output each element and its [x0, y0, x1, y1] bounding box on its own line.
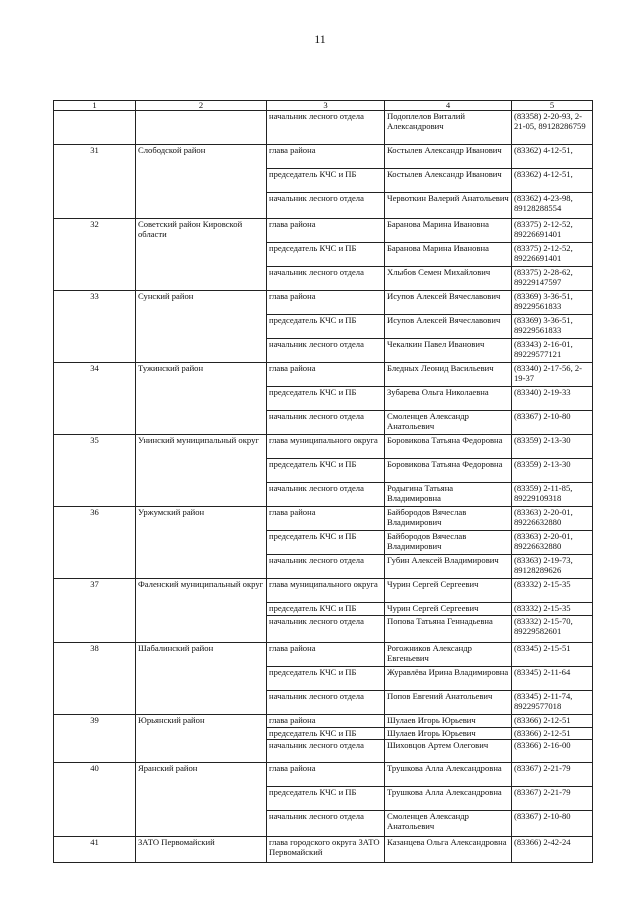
person-cell: Исупов Алексей Вячеславович [385, 291, 512, 315]
phone-cell: (83375) 2-28-62, 89229147597 [512, 267, 593, 291]
role-cell: глава муниципального округа [267, 579, 385, 603]
person-cell: Боровикова Татьяна Федоровна [385, 435, 512, 459]
row-number-cell: 37 [54, 579, 136, 643]
role-cell: глава района [267, 715, 385, 728]
role-cell: председатель КЧС и ПБ [267, 169, 385, 193]
person-cell: Костылев Александр Иванович [385, 145, 512, 169]
person-cell: Шулаев Игорь Юрьевич [385, 715, 512, 728]
phone-cell: (83367) 2-21-79 [512, 763, 593, 787]
phone-cell: (83366) 2-12-51 [512, 715, 593, 728]
row-number-cell: 41 [54, 837, 136, 863]
phone-cell: (83343) 2-16-01, 89229577121 [512, 339, 593, 363]
role-cell: председатель КЧС и ПБ [267, 728, 385, 740]
phone-cell: (83345) 2-11-64 [512, 667, 593, 691]
phone-cell: (83366) 2-12-51 [512, 728, 593, 740]
header-col-4: 4 [385, 101, 512, 111]
role-cell: глава городского округа ЗАТО Первомайский [267, 837, 385, 863]
district-cell: Шабалинский район [136, 643, 267, 715]
role-cell: председатель КЧС и ПБ [267, 603, 385, 616]
person-cell: Губин Алексей Владимирович [385, 555, 512, 579]
person-cell: Рогожников Александр Евгеньевич [385, 643, 512, 667]
role-cell: глава района [267, 145, 385, 169]
district-cell: Фаленский муниципальный округ [136, 579, 267, 643]
person-cell: Чекалкин Павел Иванович [385, 339, 512, 363]
role-cell: председатель КЧС и ПБ [267, 315, 385, 339]
phone-cell: (83375) 2-12-52, 89226691401 [512, 243, 593, 267]
role-cell: глава района [267, 763, 385, 787]
header-col-1: 1 [54, 101, 136, 111]
district-cell: Яранский район [136, 763, 267, 837]
phone-cell: (83359) 2-13-30 [512, 435, 593, 459]
person-cell: Зубарева Ольга Николаевна [385, 387, 512, 411]
person-cell: Смоленцев Александр Анатольевич [385, 411, 512, 435]
role-cell: глава муниципального округа [267, 435, 385, 459]
district-cell: Сунский район [136, 291, 267, 363]
phone-cell: (83366) 2-42-24 [512, 837, 593, 863]
person-cell: Байбородов Вячеслав Владимирович [385, 531, 512, 555]
phone-cell: (83332) 2-15-35 [512, 603, 593, 616]
person-cell: Журавлёва Ирина Владимировна [385, 667, 512, 691]
row-number-cell: 31 [54, 145, 136, 219]
role-cell: начальник лесного отдела [267, 339, 385, 363]
table-row [54, 435, 593, 459]
table-body [54, 111, 593, 863]
header-col-2: 2 [136, 101, 267, 111]
page-number: 11 [314, 32, 326, 46]
header-col-3: 3 [267, 101, 385, 111]
district-cell: Слободской район [136, 145, 267, 219]
role-cell: глава района [267, 507, 385, 531]
phone-cell: (83375) 2-12-52, 89226691401 [512, 219, 593, 243]
phone-cell: (83366) 2-16-00 [512, 740, 593, 763]
phone-cell: (83363) 2-20-01, 89226632880 [512, 531, 593, 555]
table-row [54, 715, 593, 728]
phone-cell: (83340) 2-17-56, 2-19-37 [512, 363, 593, 387]
table-row [54, 579, 593, 603]
phone-cell: (83363) 2-20-01, 89226632880 [512, 507, 593, 531]
table-row [54, 507, 593, 531]
district-cell: Советский район Кировской области [136, 219, 267, 291]
phone-cell: (83367) 2-10-80 [512, 411, 593, 435]
role-cell: председатель КЧС и ПБ [267, 787, 385, 811]
phone-cell: (83359) 2-11-85, 89229109318 [512, 483, 593, 507]
person-cell: Бледных Леонид Васильевич [385, 363, 512, 387]
role-cell: начальник лесного отдела [267, 111, 385, 145]
contacts-table [53, 100, 593, 863]
role-cell: начальник лесного отдела [267, 691, 385, 715]
phone-cell: (83358) 2-20-93, 2-21-05, 89128286759 [512, 111, 593, 145]
person-cell: Хлыбов Семен Михайлович [385, 267, 512, 291]
phone-cell: (83345) 2-11-74, 89229577018 [512, 691, 593, 715]
phone-cell: (83369) 3-36-51, 89229561833 [512, 315, 593, 339]
role-cell: глава района [267, 363, 385, 387]
phone-cell: (83359) 2-13-30 [512, 459, 593, 483]
role-cell: председатель КЧС и ПБ [267, 243, 385, 267]
phone-cell: (83367) 2-21-79 [512, 787, 593, 811]
role-cell: председатель КЧС и ПБ [267, 387, 385, 411]
phone-cell: (83332) 2-15-35 [512, 579, 593, 603]
district-cell: Юрьянский район [136, 715, 267, 763]
role-cell: начальник лесного отдела [267, 740, 385, 763]
row-number-cell: 39 [54, 715, 136, 763]
phone-cell: (83362) 4-12-51, [512, 169, 593, 193]
role-cell: начальник лесного отдела [267, 411, 385, 435]
person-cell: Шиховцов Артем Олегович [385, 740, 512, 763]
phone-cell: (83340) 2-19-33 [512, 387, 593, 411]
phone-cell: (83362) 4-23-98, 89128288554 [512, 193, 593, 219]
row-number-cell: 33 [54, 291, 136, 363]
person-cell: Трушкова Алла Александровна [385, 787, 512, 811]
role-cell: начальник лесного отдела [267, 267, 385, 291]
row-number-cell: 32 [54, 219, 136, 291]
person-cell: Баранова Марина Ивановна [385, 219, 512, 243]
district-cell: Уржумский район [136, 507, 267, 579]
table-row [54, 145, 593, 169]
row-number-cell: 36 [54, 507, 136, 579]
person-cell: Попова Татьяна Геннадьевна [385, 616, 512, 643]
row-number-cell: 38 [54, 643, 136, 715]
row-number-cell: 35 [54, 435, 136, 507]
person-cell: Смоленцев Александр Анатольевич [385, 811, 512, 837]
row-number-cell [54, 111, 136, 145]
role-cell: начальник лесного отдела [267, 811, 385, 837]
person-cell: Казанцева Ольга Александровна [385, 837, 512, 863]
role-cell: председатель КЧС и ПБ [267, 531, 385, 555]
person-cell: Родыгина Татьяна Владимировна [385, 483, 512, 507]
role-cell: глава района [267, 291, 385, 315]
phone-cell: (83332) 2-15-70, 89229582601 [512, 616, 593, 643]
person-cell: Подоплелов Виталий Александрович [385, 111, 512, 145]
role-cell: начальник лесного отдела [267, 555, 385, 579]
phone-cell: (83363) 2-19-73, 89128289626 [512, 555, 593, 579]
phone-cell: (83362) 4-12-51, [512, 145, 593, 169]
header-col-5: 5 [512, 101, 593, 111]
row-number-cell: 40 [54, 763, 136, 837]
district-cell [136, 111, 267, 145]
person-cell: Шулаев Игорь Юрьевич [385, 728, 512, 740]
table-row [54, 643, 593, 667]
person-cell: Исупов Алексей Вячеславович [385, 315, 512, 339]
role-cell: начальник лесного отдела [267, 483, 385, 507]
table-header [54, 101, 593, 111]
person-cell: Трушкова Алла Александровна [385, 763, 512, 787]
table-row [54, 837, 593, 863]
person-cell: Костылев Александр Иванович [385, 169, 512, 193]
phone-cell: (83369) 3-36-51, 89229561833 [512, 291, 593, 315]
table-row [54, 111, 593, 145]
phone-cell: (83345) 2-15-51 [512, 643, 593, 667]
person-cell: Баранова Марина Ивановна [385, 243, 512, 267]
header-row [54, 101, 593, 111]
person-cell: Червоткин Валерий Анатольевич [385, 193, 512, 219]
person-cell: Чурин Сергей Сергеевич [385, 579, 512, 603]
role-cell: начальник лесного отдела [267, 193, 385, 219]
role-cell: председатель КЧС и ПБ [267, 459, 385, 483]
role-cell: начальник лесного отдела [267, 616, 385, 643]
district-cell: ЗАТО Первомайский [136, 837, 267, 863]
role-cell: глава района [267, 219, 385, 243]
role-cell: председатель КЧС и ПБ [267, 667, 385, 691]
table-row [54, 763, 593, 787]
person-cell: Чурин Сергей Сергеевич [385, 603, 512, 616]
role-cell: глава района [267, 643, 385, 667]
row-number-cell: 34 [54, 363, 136, 435]
person-cell: Байбородов Вячеслав Владимирович [385, 507, 512, 531]
phone-cell: (83367) 2-10-80 [512, 811, 593, 837]
district-cell: Тужинский район [136, 363, 267, 435]
table-row [54, 363, 593, 387]
table-row [54, 291, 593, 315]
person-cell: Попов Евгений Анатольевич [385, 691, 512, 715]
table-row [54, 219, 593, 243]
district-cell: Унинский муниципальный округ [136, 435, 267, 507]
person-cell: Боровикова Татьяна Федоровна [385, 459, 512, 483]
